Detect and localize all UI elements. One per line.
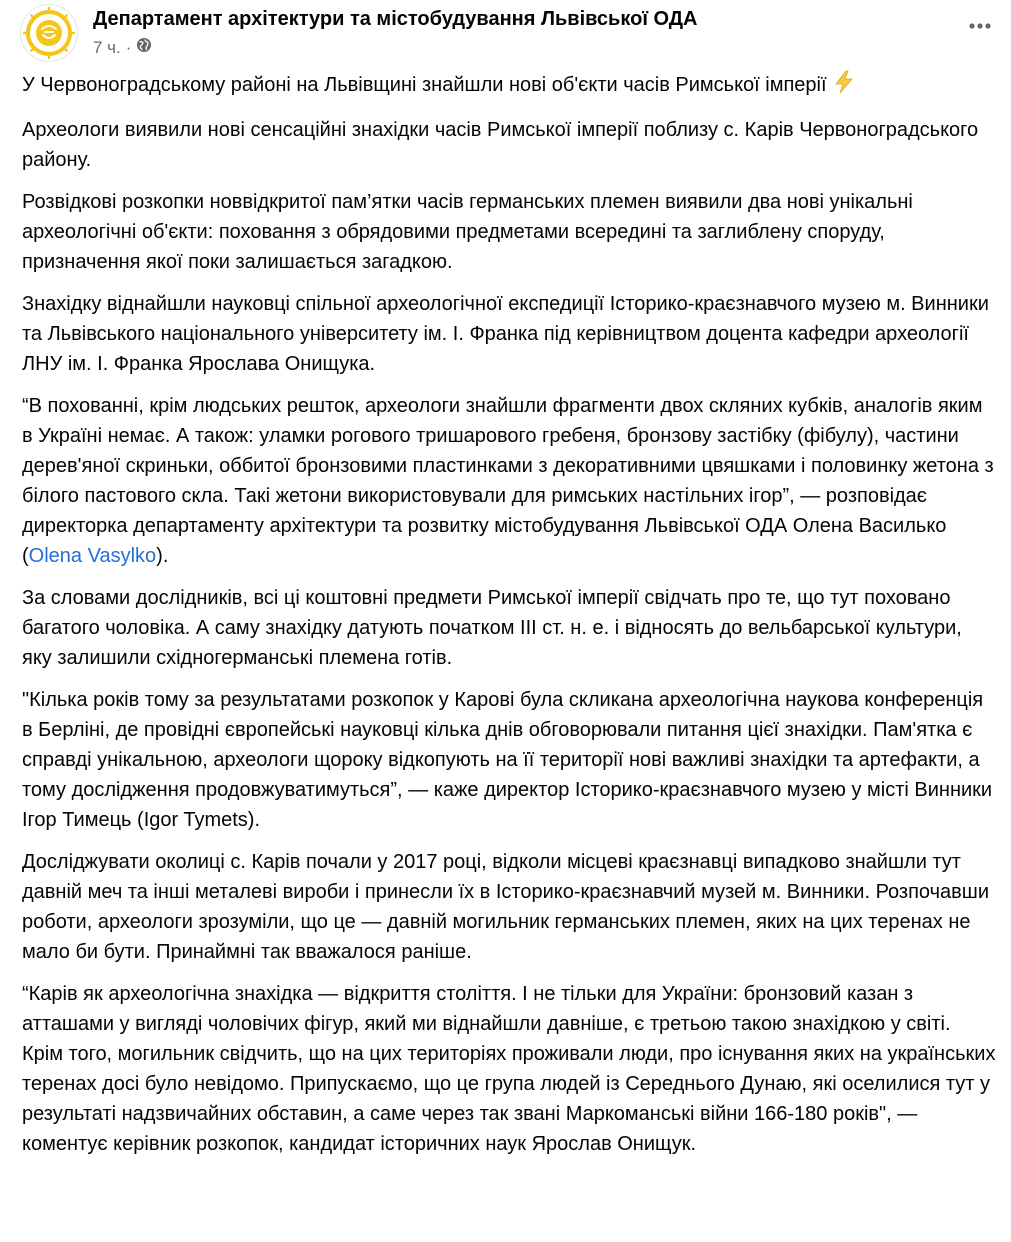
paragraph: “Карів як археологічна знахідка — відкриття століття. І не тільки для України: бронзовий казан з атташами у вигляді чоловічих фігур, який ми віднайшли давніше, є третьою такою знахідкою у світі. Крім того, могильник свідчить, що на цих територіях проживали люди, про існування яких на українських теренах досі було невідомо. Припускаємо, що це група людей із Середнього Дунаю, які оселилися тут у результаті надзвичайних обставин, а саме через так звані Маркоманські війни 166-180 років", — коментує керівник розкопок, кандидат історичних наук Ярослав Онищук. xyxy=(22,983,996,1155)
more-horizontal-icon xyxy=(968,22,992,30)
quote-end: ). xyxy=(156,545,169,567)
post-timestamp[interactable]: 7 ч. xyxy=(93,38,121,57)
page-name-link[interactable]: Департамент архітектури та містобудування Львівської ОДА xyxy=(93,8,698,30)
mention-link[interactable]: Olena Vasylko xyxy=(28,545,157,567)
paragraph: Досліджувати околиці с. Карів почали у 2017 році, відколи місцеві краєзнавці випадково знайшли тут давній меч та інші металеві вироби і принесли їх в Історико-краєзнавчий музей м. Винники. Розпочавши роботи, археологи зрозуміли, що це — давній могильник германських племен, яких на цих теренах не мало би бути. Принаймні так вважалося раніше. xyxy=(22,851,989,963)
avatar[interactable] xyxy=(20,4,78,62)
more-options-button[interactable] xyxy=(960,6,1000,46)
post-text xyxy=(22,70,997,1171)
quote-text: “В похованні, крім людських решток, археологи знайшли фрагменти двох скляних кубків, аналогів яким в Україні немає. А також: уламки рогового тришарового гребеня, бронзову застібку (фібулу), частини дерев'яної скриньки, оббитої бронзовими пластинками з декоративними цвяшками і половинку жетона з білого пастового скла. Такі жетони використовували для римських настільних ігор”, — розповідає директорка департаменту архітектури та розвитку містобудування Львівської ОДА Олена Василько ( xyxy=(22,395,994,567)
paragraph-headline xyxy=(22,70,997,103)
department-logo-icon xyxy=(21,5,77,61)
paragraph: Археологи виявили нові сенсаційні знахідки часів Римської імперії поблизу с. Карів Червоноградського району. xyxy=(22,119,979,171)
paragraph-quote xyxy=(22,391,997,571)
post-meta xyxy=(93,36,152,60)
paragraph: Розвідкові розкопки новвідкритої пам’ятки часів германських племен виявили два нові унікальні археологічні об'єкти: поховання з обрядовими предметами всередині та заглиблену споруду, призначення якої поки залишається загадкою. xyxy=(22,191,913,273)
paragraph-headline-text: У Червоноградському районі на Львівщині знайшли нові об'єкти часів Римської імперії xyxy=(22,74,827,96)
paragraph: "Кілька років тому за результатами розкопок у Карові була скликана археологічна наукова конференція в Берліні, де провідні європейські науковці кілька днів обговорювали питання цієї знахідки. Пам'ятка є справді унікальною, археологи щороку відкопують на її території нові важливі знахідки та артефакти, а тому дослідження продовжуватимуться”, — каже директор Історико-краєзнавчого музею у місті Винники Ігор Тимець (Igor Tymets). xyxy=(22,689,993,831)
lightning-icon xyxy=(833,70,855,103)
paragraph: Знахідку віднайшли науковці спільної археологічної експедиції Історико-краєзнавчого музею м. Винники та Львівського національного університету ім. І. Франка під керівництвом доцента кафедри археології ЛНУ ім. І. Франка Ярослава Онищука. xyxy=(22,293,989,375)
post-header xyxy=(20,4,1000,64)
globe-icon[interactable] xyxy=(136,36,152,60)
paragraph: За словами дослідників, всі ці коштовні предмети Римської імперії свідчать про те, що тут поховано багатого чоловіка. А саму знахідку датують початком ІІІ ст. н. е. і відносять до вельбарської культури, яку залишили східногерманські племена готів. xyxy=(22,587,962,669)
meta-separator: · xyxy=(125,38,132,57)
